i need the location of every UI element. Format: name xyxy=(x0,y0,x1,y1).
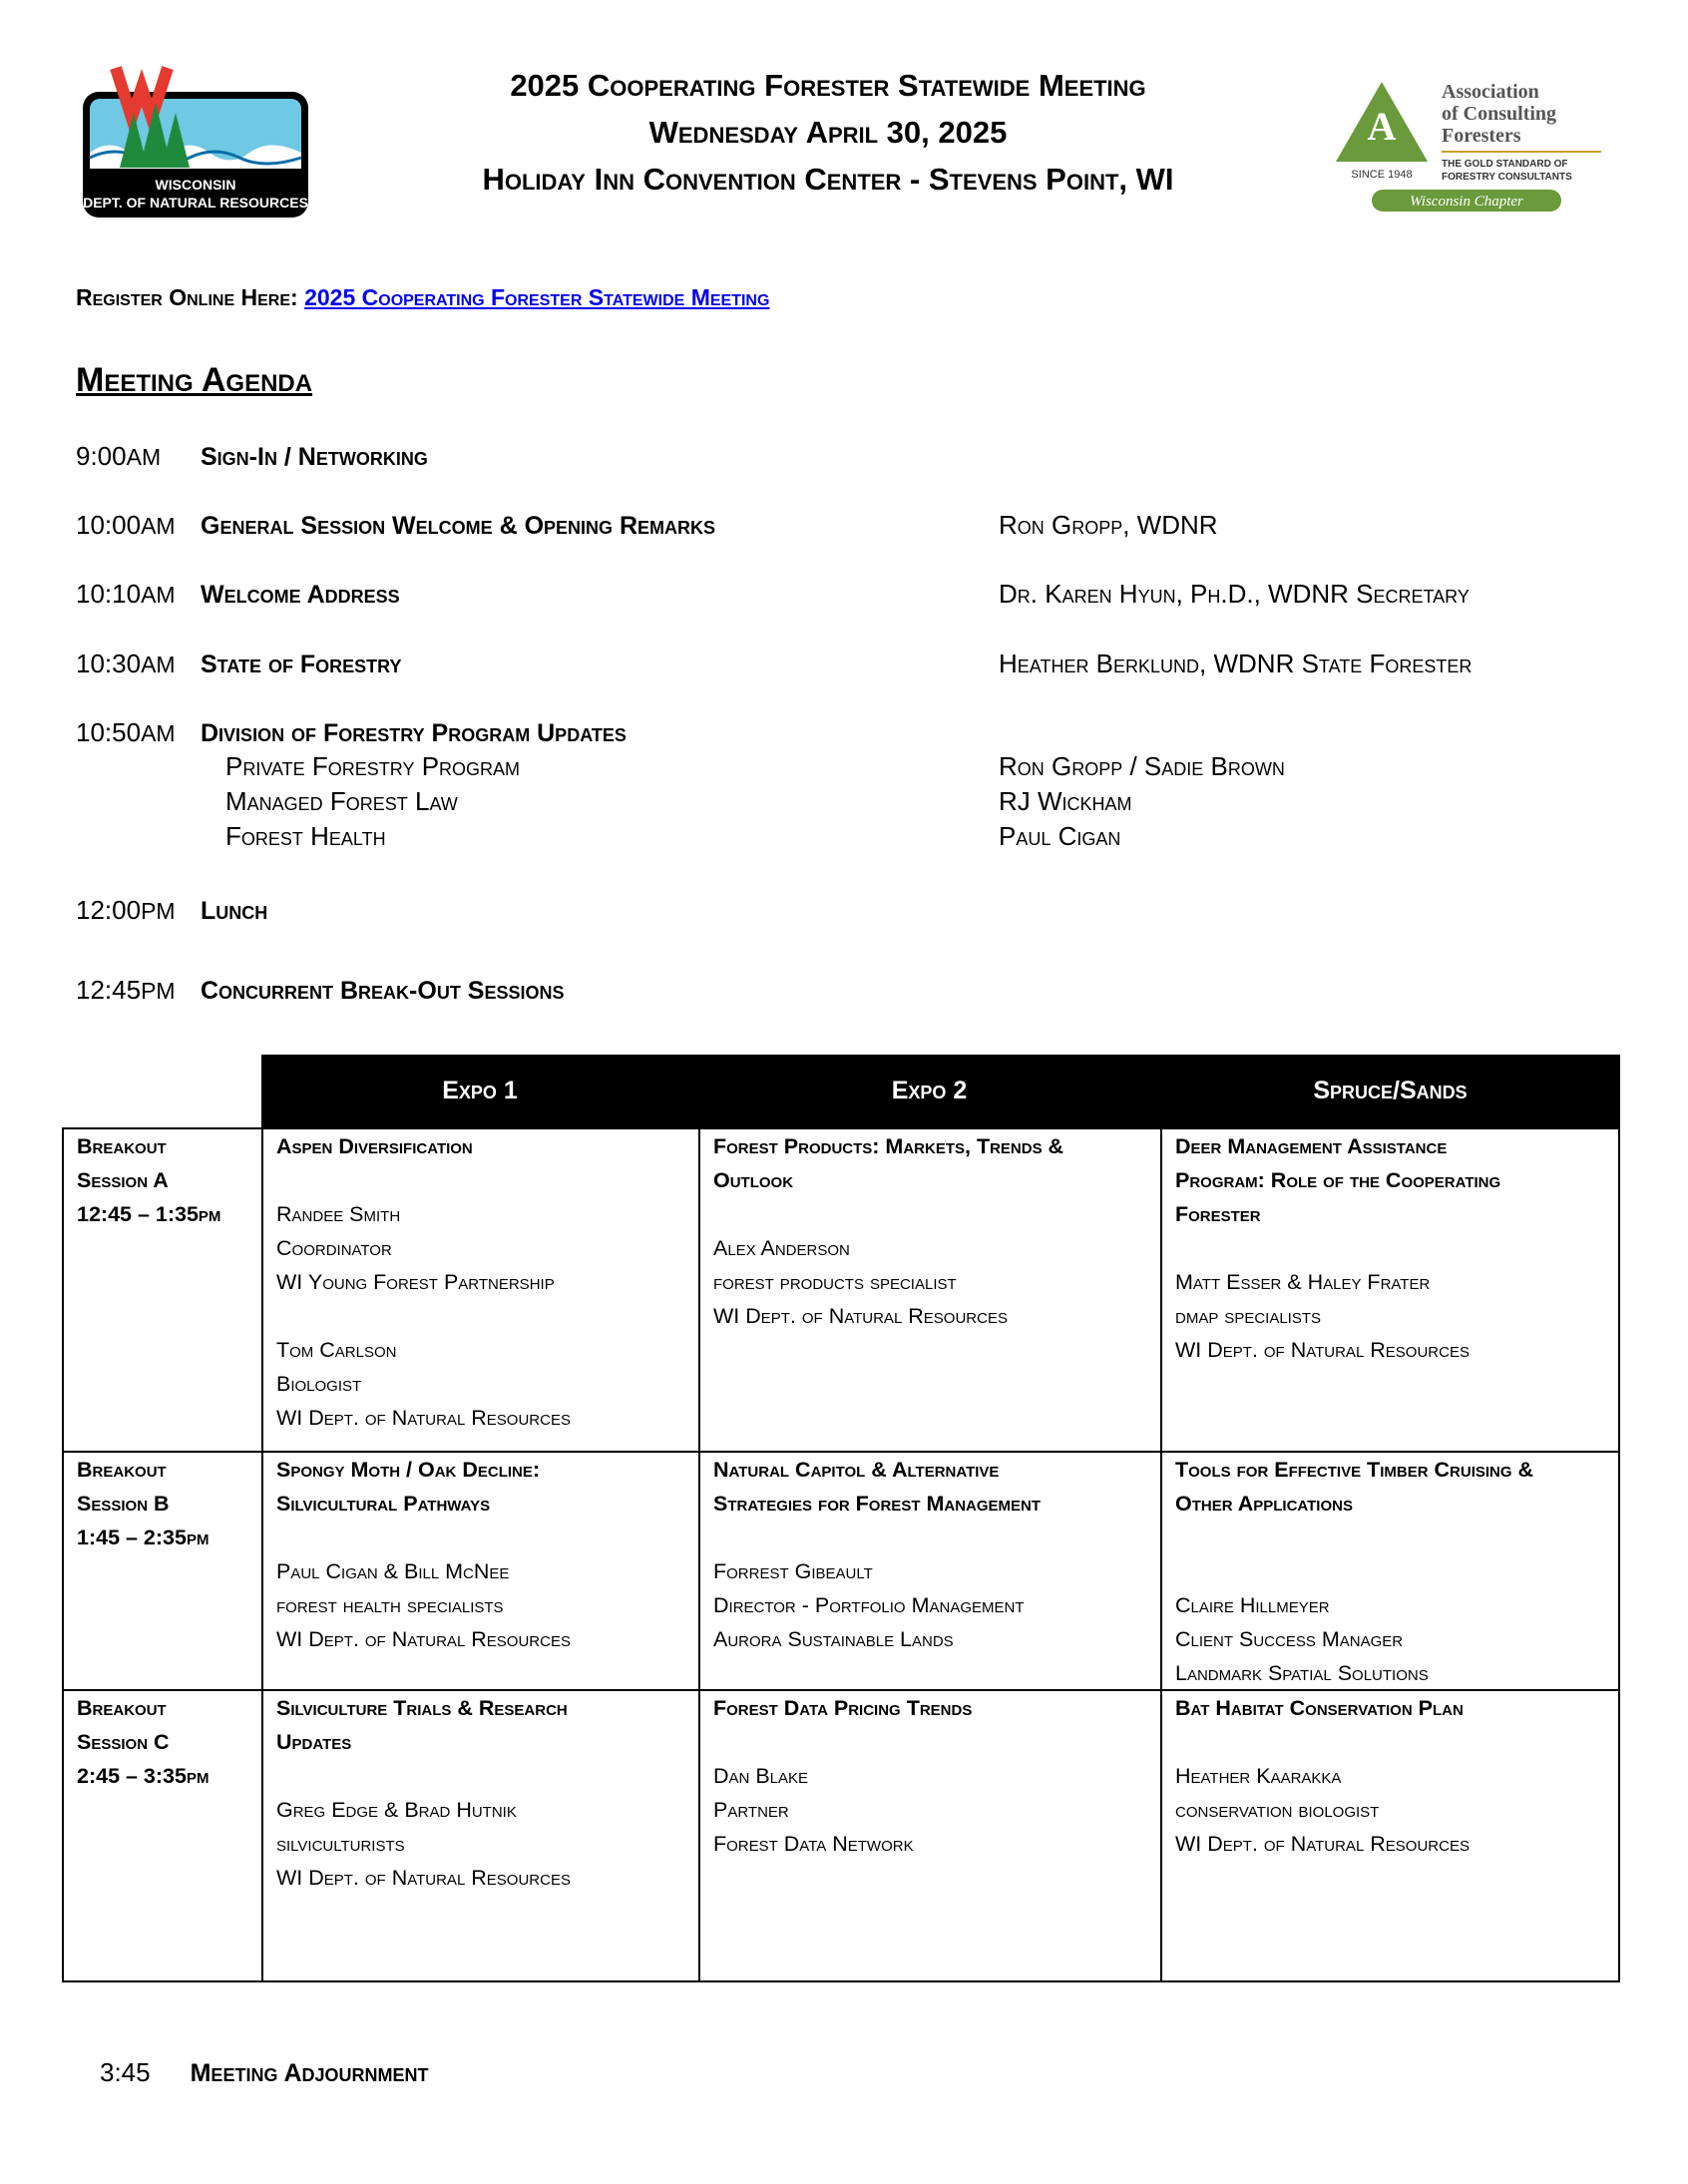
row-label-session-b: Breakout Session B 1:45 – 2:35pm xyxy=(77,1453,209,1554)
session-title: Spongy Moth / Oak Decline: xyxy=(276,1458,541,1482)
agenda-ampm: AM xyxy=(126,444,162,470)
table-rule xyxy=(62,1980,1620,1982)
session-cell: Spongy Moth / Oak Decline: Silvicultural Pathways Paul Cigan & Bill McNee forest health specialists WI Dept. of Natural Resources xyxy=(276,1453,690,1656)
agenda-item xyxy=(76,895,267,926)
row-label-session-c: Breakout Session C 2:45 – 3:35pm xyxy=(77,1691,209,1793)
session-cell: Natural Capitol & Alternative Strategies for Forest Management Forrest Gibeault Director - Portfolio Management Aurora Sustainable Lands xyxy=(713,1453,1152,1656)
session-cell: Tools for Effective Timber Cruising & Other Applications Claire Hillmeyer Client Success Manager Landmark Spatial Solutions xyxy=(1175,1453,1614,1690)
agenda-ampm: AM xyxy=(141,652,176,677)
session-time: 12:45 – 1:35pm xyxy=(77,1202,221,1226)
agenda-ampm: AM xyxy=(141,720,176,746)
column-header-expo-2: Expo 2 xyxy=(698,1055,1160,1127)
agenda-ampm: PM xyxy=(141,978,176,1004)
agenda-speaker: Ron Gropp, WDNR xyxy=(999,510,1218,540)
agenda-item xyxy=(76,579,400,610)
register-label: Register Online Here: xyxy=(76,284,298,310)
agenda-event: General Session Welcome & Opening Remarks xyxy=(201,512,716,540)
program-update-speaker: Paul Cigan xyxy=(999,821,1121,851)
agenda-event: Welcome Address xyxy=(201,581,400,609)
adjournment-row xyxy=(100,2057,429,2088)
agenda-item xyxy=(76,510,715,541)
agenda-item xyxy=(76,717,627,748)
agenda-time: 12:45 xyxy=(76,975,142,1005)
session-time: 2:45 – 3:35pm xyxy=(77,1764,210,1788)
session-title: Forest Data Pricing Trends xyxy=(713,1696,973,1720)
title-line-2: Wednesday April 30, 2025 xyxy=(648,115,1008,150)
agenda-time: 10:30 xyxy=(76,649,142,678)
program-update-topic: Private Forestry Program xyxy=(225,751,521,781)
program-update-speaker: Ron Gropp / Sadie Brown xyxy=(999,751,1285,781)
acf-name-line1: Association xyxy=(1442,81,1539,103)
session-title: Silviculture Trials & Research xyxy=(276,1696,568,1720)
agenda-speaker: Dr. Karen Hyun, Ph.D., WDNR Secretary xyxy=(999,579,1470,609)
breakout-sessions-table xyxy=(62,1055,1620,1982)
svg-text:A: A xyxy=(1367,104,1397,149)
wisconsin-dnr-logo xyxy=(80,58,311,221)
agenda-event: Concurrent Break-Out Sessions xyxy=(201,977,565,1005)
session-cell: Deer Management Assistance Program: Role of the Cooperating Forester Matt Esser & Haley Frater dmap specialists WI Dept. of Natural Resources xyxy=(1175,1129,1614,1367)
agenda-time: 10:50 xyxy=(76,717,142,747)
column-header-spruce-sands: Spruce/Sands xyxy=(1160,1055,1620,1127)
adjournment-event: Meeting Adjournment xyxy=(190,2059,429,2087)
adjournment-time: 3:45 xyxy=(100,2057,151,2087)
acf-name-line3: Foresters xyxy=(1442,125,1521,147)
agenda-speaker: Heather Berklund, WDNR State Forester xyxy=(999,649,1473,678)
agenda-event: Sign-In / Networking xyxy=(201,443,428,471)
agenda-time: 10:00 xyxy=(76,510,142,540)
register-line xyxy=(76,284,769,311)
table-rule xyxy=(62,1127,64,1982)
session-title: Bat Habitat Conservation Plan xyxy=(1175,1696,1464,1720)
session-cell: Silviculture Trials & Research Updates Greg Edge & Brad Hutnik silviculturists WI Dept. of Natural Resources xyxy=(276,1691,690,1895)
row-label-session-a: Breakout Session A 12:45 – 1:35pm xyxy=(77,1129,220,1231)
title-line-3: Holiday Inn Convention Center - Stevens Point, WI xyxy=(482,162,1174,197)
agenda-ampm: AM xyxy=(141,582,176,608)
table-rule xyxy=(261,1055,263,1982)
session-title: Forest Products: Markets, Trends & xyxy=(713,1134,1064,1158)
table-rule xyxy=(1618,1055,1620,1982)
agenda-title: Meeting Agenda xyxy=(76,361,313,399)
session-time: 1:45 – 2:35pm xyxy=(77,1526,210,1549)
session-cell: Forest Data Pricing Trends Dan Blake Partner Forest Data Network xyxy=(713,1691,1152,1861)
session-title: Natural Capitol & Alternative xyxy=(713,1458,1000,1482)
register-link[interactable]: 2025 Cooperating Forester Statewide Meeting xyxy=(304,284,770,310)
agenda-event: Division of Forestry Program Updates xyxy=(201,719,627,747)
header-titles xyxy=(329,62,1327,203)
agenda-time: 10:10 xyxy=(76,579,142,609)
acf-since: SINCE 1948 xyxy=(1351,169,1413,181)
agenda-item xyxy=(76,649,402,679)
agenda-event: State of Forestry xyxy=(201,651,402,678)
program-update-topic: Managed Forest Law xyxy=(225,786,458,816)
session-cell: Aspen Diversification Randee Smith Coordinator WI Young Forest Partnership Tom Carlson Biologist WI Dept. of Natural Resources xyxy=(276,1129,690,1435)
acf-wisconsin-chapter-logo xyxy=(1332,78,1611,218)
title-line-1: 2025 Cooperating Forester Statewide Meeting xyxy=(510,68,1146,103)
agenda-time: 9:00 xyxy=(76,441,127,471)
agenda-event: Lunch xyxy=(201,897,268,925)
acf-tagline-2: FORESTRY CONSULTANTS xyxy=(1442,172,1572,183)
acf-tagline-1: THE GOLD STANDARD OF xyxy=(1442,159,1568,170)
session-title: Deer Management Assistance xyxy=(1175,1134,1448,1158)
dnr-logo-line2: DEPT. OF NATURAL RESOURCES xyxy=(83,195,308,211)
table-rule xyxy=(698,1127,700,1982)
agenda-item xyxy=(76,975,564,1006)
session-cell: Bat Habitat Conservation Plan Heather Kaarakka conservation biologist WI Dept. of Natural Resources xyxy=(1175,1691,1614,1861)
agenda-ampm: AM xyxy=(141,513,176,539)
program-update-speaker: RJ Wickham xyxy=(999,786,1132,816)
agenda-item xyxy=(76,441,428,472)
acf-chapter: Wisconsin Chapter xyxy=(1410,194,1523,210)
agenda-time: 12:00 xyxy=(76,895,142,925)
acf-name-line2: of Consulting xyxy=(1442,103,1557,125)
session-cell: Forest Products: Markets, Trends & Outlook Alex Anderson forest products specialist WI Dept. of Natural Resources xyxy=(713,1129,1152,1333)
dnr-logo-line1: WISCONSIN xyxy=(155,177,236,193)
program-update-topic: Forest Health xyxy=(225,821,386,851)
table-rule xyxy=(1160,1127,1162,1982)
session-title: Tools for Effective Timber Cruising & xyxy=(1175,1458,1534,1482)
agenda-ampm: PM xyxy=(141,898,176,924)
column-header-expo-1: Expo 1 xyxy=(261,1055,698,1127)
session-title: Aspen Diversification xyxy=(276,1134,473,1158)
